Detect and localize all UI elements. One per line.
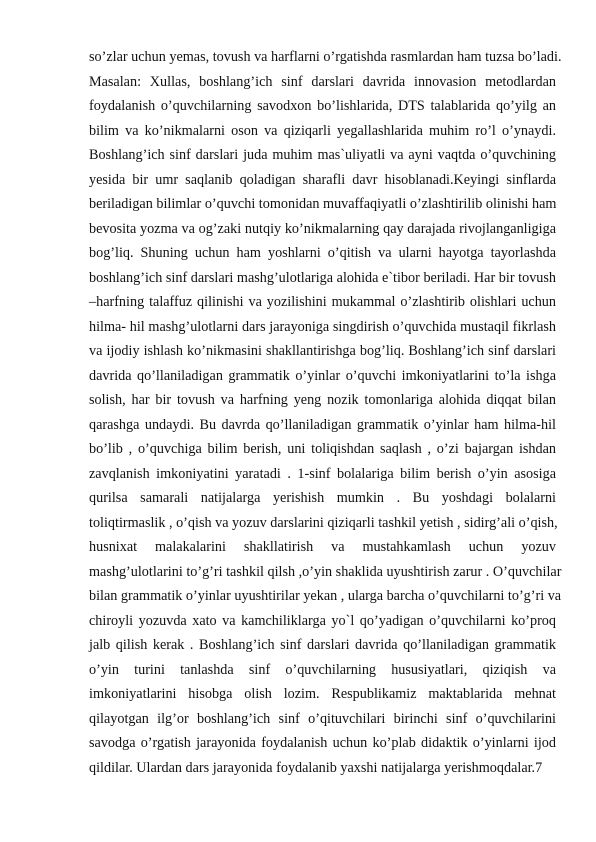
text-line: va ijodiy ishlash ko’nikmasini shakllantirishga bog’liq. Boshlang’ich sinf darslari [89,343,556,360]
text-line: beriladigan bilimlar o’quvchi tomonidan muvaffaqiyatli o’zlashtirilib olinishi ham [89,196,557,213]
text-line: imkoniyatlarini hisobga olish lozim. Respublikamiz maktablarida mehnat [89,686,556,703]
text-line: hilma- hil mashg’ulotlarni dars jarayoniga singdirish o’quvchida mustaqil fikrlash [89,318,556,335]
text-line: qilayotgan ilg’or boshlang’ich sinf o’qituvchilari birinchi sinf o’quvchilarini [89,710,556,727]
text-line: bog’liq. Shuning uchun ham yoshlarni o’qitish va ularni hayotga tayorlashda [89,245,556,262]
text-line: davrida qo’llaniladigan grammatik o’yinlar o’quvchi imkoniyatlarini to’la ishga [89,367,556,384]
text-line: savodga o’rgatish jarayonida foydalanish uchun ko’plab didaktik o’yinlarni ijod [89,735,556,752]
text-line: o’yin turini tanlashda sinf o’quvchilarning hususiyatlari, qiziqish va [89,661,556,678]
text-line: foydalanish o’quvchilarning savodxon bo’lishlarida, DTS talablarida qo’yilg an [89,98,556,115]
text-line: Masalan: Xullas, boshlang’ich sinf darslari davrida innovasion metodlardan [89,73,556,90]
text-line: qurilsa samarali natijalarga yerishish mumkin . Bu yoshdagi bolalarni [89,490,556,507]
text-line: solish, har bir tovush va harfning yeng nozik tomonlariga alohida diqqat bilan [89,392,556,409]
text-line: qildilar. Ulardan dars jarayonida foydalanib yaxshi natijalarga yerishmoqdalar.7 [89,759,543,776]
text-line: yesida bir umr saqlanib qoladigan sharafli davr hisoblanadi.Keyingi sinflarda [89,171,556,188]
text-line: zavqlanish imkoniyatini yaratadi . 1-sinf bolalariga bilim berish o’yin asosiga [89,465,556,482]
text-line: so’zlar uchun yemas, tovush va harflarni o’rgatishda rasmlardan ham tuzsa bo’ladi. [89,49,562,65]
text-line: bevosita yozma va og’zaki nutqiy ko’nikmalarning qay darajada rivojlanganligiga [89,220,556,237]
text-line: Boshlang’ich sinf darslari juda muhim mas`uliyatli va ayni vaqtda o’quvchining [89,147,556,164]
body-text [89,45,562,780]
text-line: jalb qilish kerak . Boshlang’ich sinf darslari davrida qo’llaniladigan grammatik [89,637,556,654]
text-line: mashg’ulotlarini to’g’ri tashkil qilsh ,o’yin shaklida uyushtirish zarur . O’quvchilar [89,563,562,580]
text-line: qarashga undaydi. Bu davrda qo’llaniladigan grammatik o’yinlar ham hilma-hil [89,416,556,433]
text-line: bo’lib , o’quvchiga bilim berish, uni toliqishdan saqlash , o’zi bajargan ishdan [89,441,556,458]
text-line: bilim va ko’nikmalarni oson va qiziqarli yegallashlarida muhim ro’l o’ynaydi. [89,122,556,139]
text-line: boshlang’ich sinf darslari mashg’ulotlariga alohida e`tibor beriladi. Har bir tovush [89,269,556,286]
text-line: bilan grammatik o’yinlar uyushtirilar yekan , ularga barcha o’quvchilarni to’g’ri va [89,588,562,605]
text-line: chiroyli yozuvda xato va kamchiliklarga yo`l qo’yadigan o’quvchilarni ko’proq [89,612,556,629]
text-line: toliqtirmaslik , o’qish va yozuv darslarini qiziqarli tashkil yetish , sidirg’ali o’qish, [89,514,558,531]
text-line: –harfning talaffuz qilinishi va yozilishini mukammal o’zlashtirib olishlari uchun [89,294,556,311]
text-line: husnixat malakalarini shakllatirish va mustahkamlash uchun yozuv [89,539,556,556]
